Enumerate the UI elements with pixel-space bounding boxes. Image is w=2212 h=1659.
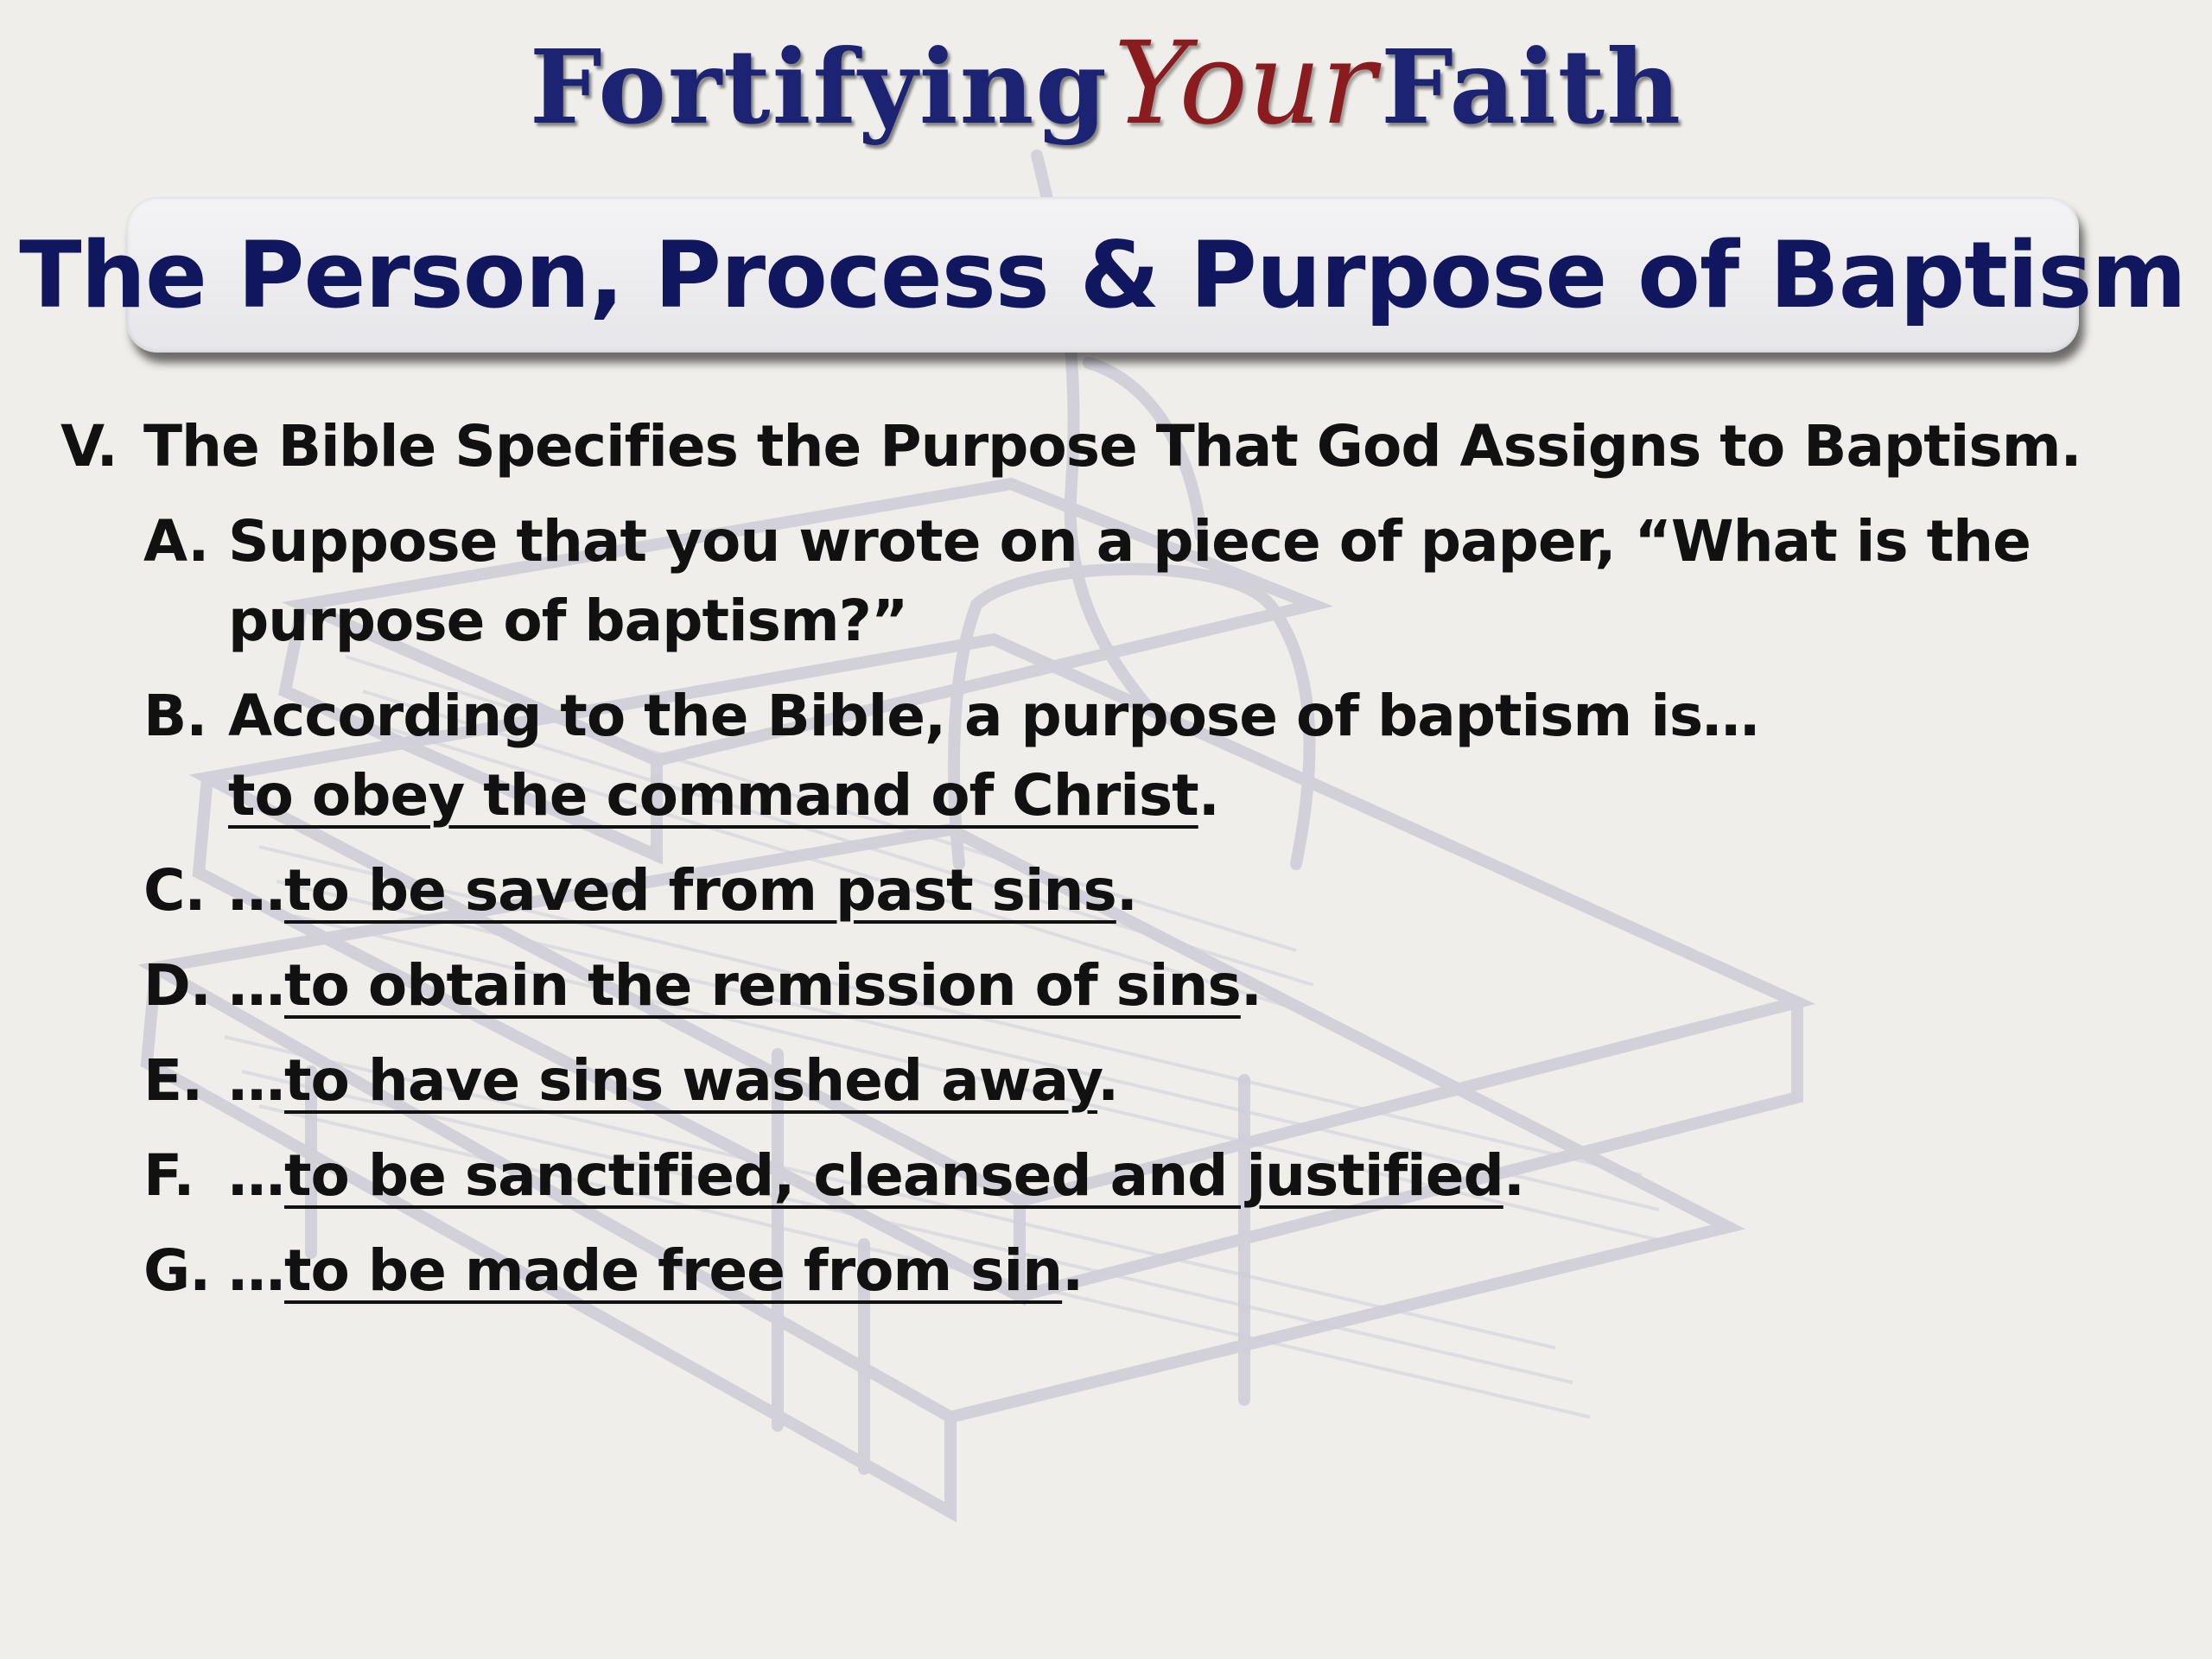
item-d-underlined-text: to obtain the remission of sins: [284, 952, 1241, 1019]
outline-main-text: The Bible Specifies the Purpose That God Assigns to Baptism.: [143, 413, 2082, 480]
outline-marker-c: C.: [143, 857, 206, 924]
outline-marker-b: B.: [143, 683, 207, 749]
item-e-underlined-text: to have sins washed away: [284, 1047, 1098, 1114]
item-f-text: [228, 1142, 1524, 1209]
item-f-ellipsis: …: [228, 1142, 284, 1209]
item-d-period: .: [1240, 952, 1262, 1019]
outline-marker-a: A.: [143, 508, 209, 575]
item-c-period: .: [1116, 857, 1137, 924]
outline-marker-e: E.: [143, 1047, 203, 1114]
item-g-underlined-text: to be made free from sin: [284, 1237, 1063, 1304]
item-b-period: .: [1198, 762, 1219, 829]
item-d-ellipsis: …: [228, 952, 284, 1019]
item-b-line2: [228, 762, 1219, 829]
item-a-line1: Suppose that you wrote on a piece of paper, “What is the: [228, 508, 2031, 575]
logo-word-fortifying: Fortifying: [529, 27, 1109, 147]
item-e-text: [228, 1047, 1119, 1114]
item-g-period: .: [1062, 1237, 1084, 1304]
item-f-underlined-text: to be sanctified, cleansed and justified: [284, 1142, 1503, 1209]
outline-marker-g: G.: [143, 1237, 211, 1304]
logo-word-your: Your: [1113, 17, 1376, 150]
item-e-ellipsis: …: [228, 1047, 284, 1114]
outline-marker-v: V.: [60, 413, 118, 480]
item-g-text: [228, 1237, 1084, 1304]
item-b-line1: According to the Bible, a purpose of baptism is…: [228, 683, 1759, 749]
item-c-text: [228, 857, 1137, 924]
slide-title: The Person, Process & Purpose of Baptism: [19, 221, 2186, 328]
item-c-ellipsis: …: [228, 857, 284, 924]
item-g-ellipsis: …: [228, 1237, 284, 1304]
outline-marker-d: D.: [143, 952, 211, 1019]
outline-marker-f: F.: [143, 1142, 194, 1209]
item-c-underlined-text: to be saved from past sins: [284, 857, 1116, 924]
item-d-text: [228, 952, 1262, 1019]
item-b-underlined-text: to obey the command of Christ: [228, 762, 1198, 829]
item-e-period: .: [1097, 1047, 1119, 1114]
item-a-line2: purpose of baptism?”: [228, 588, 908, 654]
item-f-period: .: [1503, 1142, 1524, 1209]
logo-word-faith: Faith: [1381, 27, 1683, 147]
